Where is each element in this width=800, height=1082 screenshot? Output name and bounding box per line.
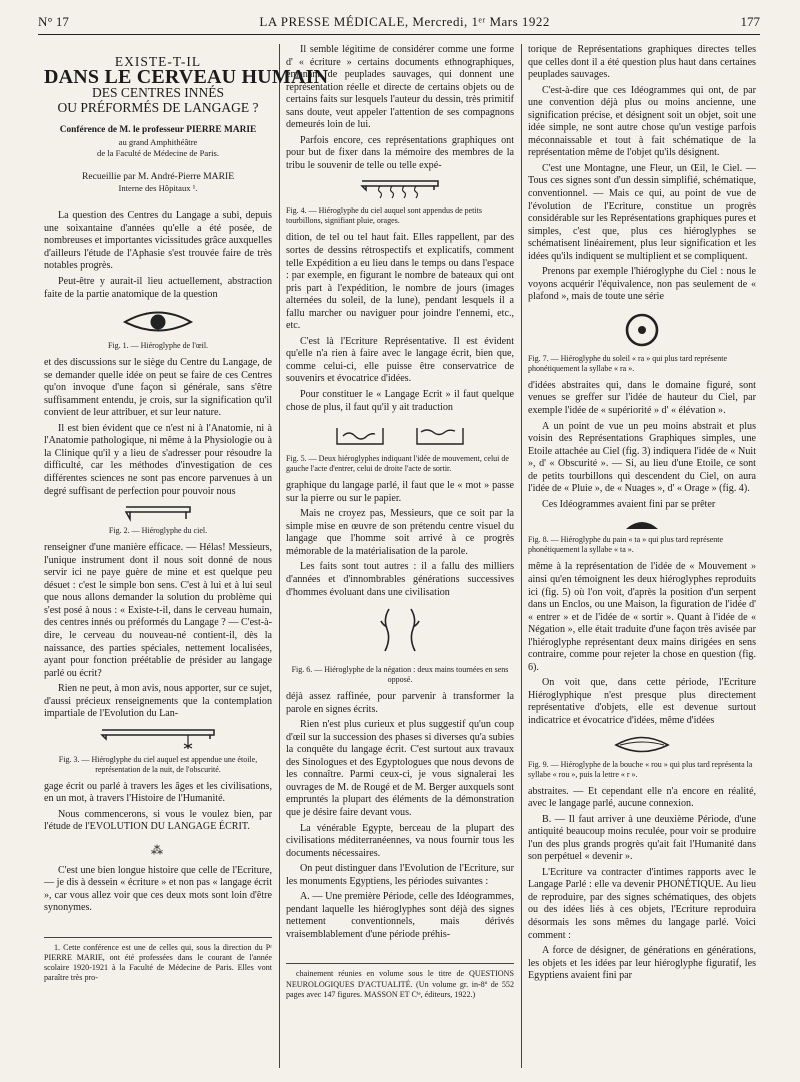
paragraph: B. — Il faut arriver à une deuxième Période, d'une antiquité beaucoup moins reculée, pour voir se produire l'un des plus grands progrès qu'ait fait l'Humanité dans son perpétuel « devenir ».	[528, 813, 756, 863]
column-divider	[521, 44, 522, 1068]
paragraph: gage écrit ou parlé à travers les âges et les civilisations, en un mot, à travers l'Histoire de l'Humanité.	[44, 780, 272, 805]
figure-9	[528, 734, 756, 780]
sky-with-whirls-hieroglyph-icon	[358, 178, 442, 202]
journal-title: LA PRESSE MÉDICALE, Mercredi, 1ᵉʳ Mars 1922	[259, 14, 550, 29]
footnote-text: 1. Cette conférence est une de celles qui, sous la direction du Pʳ PIERRE MARIE, ont été professées dans le courant de l'année scolaire 1920-1921 à la Faculté de Médecine de Paris. Elles vont paraître très pro-	[44, 942, 272, 983]
paragraph: renseigner d'une manière efficace. — Hélas! Messieurs, l'unique instrument dont il nous soit donné de nous servir ici ne paye guère de mine et est quelque peu désuet : c'est le simple bon sens. C'est à lui et à lui seul que nous allons demander la solution du problème qui s'est posé à nous : « Existe-t-il, dans le cerveau humain, des centres innés ou préformés du Langage ? — C'est-à-dire, le cerveau du nouveau-né contient-il, dès la naissance, des parties spéciales, nettement localisées, ayant pour fonction préétablie de présider au langage parlé ou écrit?	[44, 542, 272, 679]
paragraph: Peut-être y aurait-il lieu actuellement, abstraction faite de la partie anatomique de la question	[44, 276, 272, 300]
bread-hieroglyph-icon	[622, 517, 662, 531]
sky-with-star-hieroglyph-icon	[98, 727, 218, 751]
negation-hands-hieroglyph-icon	[375, 605, 425, 661]
footnote-text: chainement réunies en volume sous le titre de QUESTIONS NEUROLOGIQUES D'ACTUALITÉ. (Un volume gr. in-8º de 552 pages avec 147 figures. MASSON ET Cⁱᵉ, éditeurs, 1922.)	[286, 969, 514, 999]
figure-6	[286, 605, 514, 685]
paragraph: A. — Une première Période, celle des Idéogrammes, pendant laquelle les hiéroglyphes sont déjà des signes nettement conventionnels, mais dérivés vraisemblablement d'une période préhis-	[286, 891, 514, 940]
paragraph: Ces Idéogrammes avaient fini par se prêter	[542, 498, 716, 510]
paragraph: Nous commencerons, si vous le voulez bien, par l'étude de l'EVOLUTION DU LANGAGE ÉCRIT.	[44, 808, 272, 833]
column-divider	[279, 44, 280, 1068]
footnote-continued	[286, 963, 514, 1000]
figure-7	[528, 310, 756, 374]
paragraph: A un point de vue un peu moins abstrait et plus voisin des Représentations Graphiques simples, une Etoile attachée au Ciel (fig. 3) indiquera l'idée de « Nuit », d' « Obscurité ». — Si, au lieu d'une Etoile, ce sont de petits tourbillons qui descendent du Ciel, on aura l'idée de « Pluie », de « Nuages », d' « Orage » (fig. 4).	[528, 420, 756, 495]
figure-caption: Fig. 7. — Hiéroglyphe du soleil « ra » qui plus tard représente phonétiquement la syllabe « ra ».	[528, 353, 728, 373]
paragraph: même à la représentation de l'idée de « Mouvement » ainsi qu'en témoignent les deux hiéroglyphes reproduits ici (fig. 5) où l'on voit, d'après la position d'un serpent dans un Enclos, ou une Maison, la figuration de l'idée d' « entrer » et de l'idée de « sortir ». Quant à l'idée de « Négation », elle était traduite d'une façon très avisée par l'hiéroglyphe représentant deux mains dirigées en sens contraire, comme pour rejeter la chose en question (fig. 6).	[528, 561, 756, 673]
figure-3	[44, 727, 272, 775]
article-title-line-1: EXISTE-T-IL	[114, 54, 202, 69]
paragraph: Il semble légitime de considérer comme une forme d' « écriture » certains documents ethnographiques, émanant de peuplades sauvages, qui donnent une représentation réelle et directe de certains objets ou de certains faits sur lesquels l'auteur du dessin, très primitif sans doute, veut appeler l'attention de ses compagnons demeurés loin de lui.	[286, 44, 514, 131]
paragraph: C'est-à-dire que ces Idéogrammes qui ont, de par une convention déjà plus ou moins ancienne, une signification précise, et désignent soit un objet, soit une idée simple, ne sont autre chose qu'un vestige parfois méconnaissable et tout à fait schématique de la représentation même de l'objet qu'ils désignent.	[528, 84, 756, 159]
paragraph: déjà assez raffinée, pour parvenir à transformer la parole en signes écrits.	[286, 691, 514, 715]
article-title-line-4: OU PRÉFORMÉS DE LANGAGE ?	[57, 99, 259, 115]
paragraph: Les faits sont tout autres : il a fallu des milliers d'années et d'innombrables générations successives d'hommes évoluant dans une civilisation	[286, 561, 514, 598]
paragraph: torique de Représentations graphiques directes telles que celles dont il a été question plus haut dans certaines peuplades sauvages.	[528, 44, 756, 81]
eye-hieroglyph-icon	[121, 307, 195, 337]
paragraph: C'est une bien longue histoire que celle de l'Ecriture, — je dis à dessein « écriture » et non pas « langage écrit », car vous allez voir que ces deux mots sont loin d'être synonymes.	[44, 864, 272, 914]
figure-caption: Fig. 6. — Hiéroglyphe de la négation : deux mains tournées en sens opposé.	[291, 665, 509, 685]
paragraph: C'est une Montagne, une Fleur, un Œil, le Ciel. — Tous ces signes sont d'un dessin simplifié, schématique, conventionnel. — Mais ce qui, au point de vue de l'évolution de l'Ecriture, constitue un progrès considérable sur les Représentations graphiques pures et simples, c'est que, plus ces hiéroglyphes se schématisent linéairement, plus leur signification et les idées qu'ils indiquent se multiplient et se compliquent.	[528, 162, 756, 262]
paragraph: On peut distinguer dans l'Evolution de l'Ecriture, sur les monuments Egyptiens, les périodes suivantes :	[286, 863, 514, 887]
article-title-line-2: DANS LE CERVEAU HUMAIN	[44, 65, 329, 88]
column-2	[286, 44, 514, 1034]
paragraph: d'idées abstraites qui, dans le domaine figuré, sont venues se greffer sur l'idée de hauteur du Ciel, par exemple l'idée de « supériorité » d' « élévation ».	[528, 379, 756, 417]
page-header	[38, 14, 760, 34]
collected-by-role: Interne des Hôpitaux ¹.	[118, 183, 198, 194]
paragraph: Rien ne peut, à mon avis, nous apporter, sur ce sujet, d'aussi précieux renseignements que la contemplation impartiale de l'Evolution du Lan-	[44, 683, 272, 720]
movement-hieroglyphs-icon	[325, 420, 475, 450]
paragraph: et des discussions sur le siège du Centre du Langage, de se demander quelle idée on peut se faire de ces Centres qu'on invoque d'une façon si générale, sans s'être suffisamment entendu, je crois, sur la signification qu'il convient de leur attribuer, et sur leur nature.	[44, 357, 272, 419]
paragraph: Parfois encore, ces représentations graphiques ont pour but de fixer dans la mémoire des membres de la tribu le souvenir de telle ou telle expé-	[286, 134, 514, 171]
figure-caption: Fig. 8. — Hiéroglyphe du pain « ta » qui plus tard représente phonétiquement la syllabe « ta ».	[528, 535, 724, 555]
paragraph: A force de désigner, de générations en générations, les objets et les idées par leur hiéroglyphe figuratif, les Egyptiens avaient fini par	[528, 945, 756, 982]
paragraph: Pour constituer le « Langage Ecrit » il faut quelque chose de plus, il faut qu'il y ait traduction	[286, 389, 514, 413]
column-3	[528, 44, 756, 1074]
paragraph: Prenons par exemple l'hiéroglyphe du Ciel : nous le voyons acquérir l'équivalence, non pas seulement de « plafond », mais de toute une série	[528, 266, 756, 303]
venue-line-1: au grand Amphithéâtre	[118, 136, 198, 147]
figure-2	[44, 504, 272, 536]
figure-caption: Fig. 9. — Hiéroglyphe de la bouche « rou » qui plus tard représenta la syllabe « rou », puis la lettre « r ».	[528, 759, 753, 779]
figure-8	[528, 517, 756, 555]
footnote	[44, 937, 272, 984]
paragraph: Mais ne croyez pas, Messieurs, que ce soit par la simple mise en œuvre de son prétendu centre visuel du langage que l'homme soit arrivé à ce progrès mémorable de la matérialisation de la parole.	[286, 508, 514, 557]
paragraph: La question des Centres du Langage a subi, depuis une soixantaine d'années qu'elle a été posée, de nombreuses et importantes vicissitudes grâce auxquelles d'ailleurs l'étude de l'Aphasie s'est trouvée faire de très notables progrès.	[44, 210, 272, 272]
mouth-hieroglyph-icon	[612, 734, 672, 756]
paragraph: On voit que, dans cette période, l'Ecriture Hiéroglyphique n'est presque plus directement représentative d'objets, elle est devenue surtout indicatrice et évocatrice d'idées, même d'idées	[528, 677, 756, 726]
paragraph: Il est bien évident que ce n'est ni à l'Anatomie, ni à l'Anatomie pathologique, ni même à la Physiologie ou à la Clinique qu'il y a lieu de s'adresser pour résoudre la difficulté, car les méthodes d'investigation de ces différentes sciences ne sont pas encore parvenues à un degré suffisant de perfection pour pouvoir nous	[44, 422, 272, 497]
issue-number: N° 17	[38, 14, 69, 29]
paragraph: L'Ecriture va contracter d'intimes rapports avec le Langage Parlé : elle va devenir PHONÉTIQUE. Au lieu de reproduire, par des signes schématiques, des objets ou des idées liés à ces objets, l'Ecriture reproduira désormais les sons mêmes du langage parlé. Voici comment :	[528, 866, 756, 941]
header-rule	[38, 34, 760, 35]
section-separator: ⁂	[151, 842, 165, 857]
paragraph: graphique du langage parlé, il faut que le « mot » passe sur la pierre ou sur le papier.	[286, 480, 514, 504]
venue-line-2: de la Faculté de Médecine de Paris.	[97, 147, 219, 158]
page-number: 177	[740, 14, 760, 29]
paragraph: dition, de tel ou tel haut fait. Elles rappellent, par des sortes de dessins rétrospectifs et explicatifs, comment telle Expédition a eu lieu dans le temps ou dans l'espace : par exemple, en figurant le nombre de bateaux qui ont pris part à l'expédition, le nombre de jours (images alternées du soleil, de la lune), pendant lesquels il a fallu marcher ou naviguer pour joindre l'ennemi, etc., etc.	[286, 232, 514, 332]
article-title-line-3: DES CENTRES INNÉS	[91, 85, 224, 101]
paragraph: La vénérable Egypte, berceau de la plupart des civilisations méditerranéennes, va nous fournir tous les documents nécessaires.	[286, 822, 514, 859]
column-1	[44, 44, 329, 1074]
figure-caption: Fig. 5. — Deux hiéroglyphes indiquant l'idée de mouvement, celui de gauche l'acte d'entrer, celui de droite l'acte de sortir.	[286, 454, 509, 474]
sky-hieroglyph-icon	[123, 504, 193, 522]
collected-by: Recueillie par M. André-Pierre MARIE	[81, 170, 235, 182]
paragraph: Rien n'est plus curieux et plus suggestif qu'un coup d'œil sur la succession des phases si diverses qu'a subies la conquête du langage écrit. C'est surtout aux travaux des Sinologues et des Egyptologues que nous devons de les connaître. Parmi ceux-ci, je vous signalerai les ouvrages de M. de Rougé et de M. Berger auxquels sont empruntés la plupart des éléments de la démonstration que je désire faire devant vous.	[286, 719, 514, 818]
paragraph: C'est là l'Ecriture Représentative. Il est évident qu'elle n'a rien à faire avec le langage écrit, bien que, comme celui-ci, elle puisse être conservatrice de souvenirs et évocatrice d'idées.	[286, 335, 514, 385]
figure-caption: Fig. 2. — Hiéroglyphe du ciel.	[108, 526, 208, 536]
figure-5	[286, 420, 514, 474]
figure-caption: Fig. 3. — Hiéroglyphe du ciel auquel est appendue une étoile, représentation de la nuit, de l'obscurité.	[58, 754, 258, 774]
figure-4	[286, 178, 514, 226]
figure-1	[44, 307, 272, 351]
sun-hieroglyph-icon	[622, 310, 662, 350]
conference-byline: Conférence de M. le professeur PIERRE MARIE	[59, 125, 257, 136]
figure-caption: Fig. 4. — Hiéroglyphe du ciel auquel sont appendus de petits tourbillons, signifiant pluie, orages.	[286, 206, 482, 226]
figure-caption: Fig. 1. — Hiéroglyphe de l'œil.	[107, 341, 209, 351]
paragraph: abstraites. — Et cependant elle n'a encore en réalité, avec le langage parlé, aucune connexion.	[528, 785, 756, 810]
